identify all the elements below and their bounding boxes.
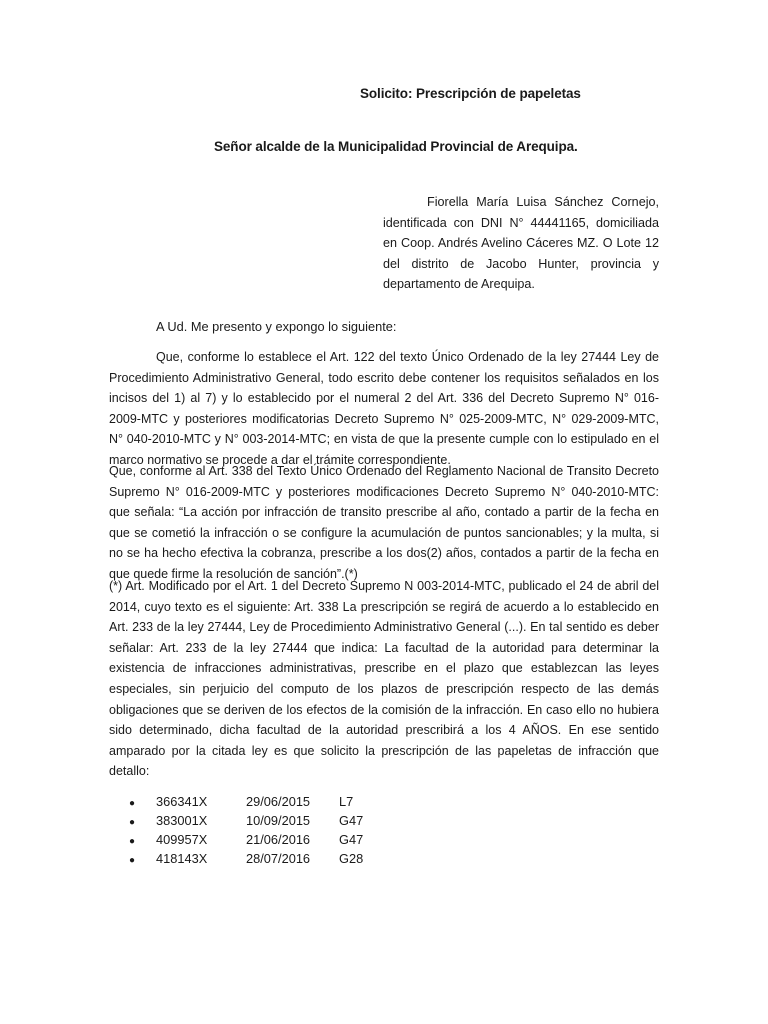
document-addressee: Señor alcalde de la Municipalidad Provincial de Arequipa.: [214, 139, 578, 154]
bullet-icon: ●: [129, 817, 136, 828]
ticket-number: 366341X: [156, 794, 208, 809]
paragraph-legal-basis: Que, conforme lo establece el Art. 122 del texto Único Ordenado de la ley 27444 Ley de Procedimiento Administrativo General, todo escrito debe contener los requisitos señalados en los incisos del 1) al 7) y lo establecido por el numeral 2 del Art. 336 del Decreto Supremo N° 016-2009-MTC y posteriores modificatorias Decreto Supremo N° 025-2009-MTC, N° 029-2009-MTC, N° 040-2010-MTC y N° 003-2014-MTC; en vista de que la presente cumple con lo estipulado en el marco normativo se procede a dar el trámite correspondiente.: [109, 350, 659, 467]
list-item: [129, 811, 363, 830]
ticket-date: 29/06/2015: [246, 794, 311, 809]
list-item: [129, 849, 363, 868]
ticket-date: 21/06/2016: [246, 832, 311, 847]
ticket-code: G47: [339, 832, 364, 847]
bullet-icon: ●: [129, 798, 136, 809]
ticket-date: 10/09/2015: [246, 813, 311, 828]
ticket-date: 28/07/2016: [246, 851, 311, 866]
ticket-number: 409957X: [156, 832, 208, 847]
list-item: [129, 830, 363, 849]
ticket-number: 383001X: [156, 813, 208, 828]
bullet-icon: ●: [129, 855, 136, 866]
bullet-icon: ●: [129, 836, 136, 847]
intro-line: A Ud. Me presento y expongo lo siguiente:: [156, 319, 397, 334]
paragraph-modification-note: (*) Art. Modificado por el Art. 1 del Decreto Supremo N 003-2014-MTC, publicado el 24 de abril del 2014, cuyo texto es el siguiente: Art. 338 La prescripción se regirá de acuerdo a lo establecido en Art. 233 de la ley 27444, Ley de Procedimiento Administrativo General (...). En tal sentido es deber señalar: Art. 233 de la ley 27444 que indica: La facultad de la autoridad para determinar la existencia de infracciones administrativas, prescribe en el plazo que establezcan las leyes especiales, sin perjuicio del computo de los plazos de prescripción respecto de las demás obligaciones que se deriven de los efectos de la comisión de la infracción. En caso ello no hubiera sido determinado, dicha facultad de la autoridad prescribirá a los 4 AÑOS. En ese sentido amparado por la citada ley es que solicito la prescripción de las papeletas de infracción que detallo:: [109, 579, 659, 779]
ticket-number: 418143X: [156, 851, 208, 866]
ticket-code: G28: [339, 851, 364, 866]
paragraph-article-338: Que, conforme al Art. 338 del Texto Único Ordenado del Reglamento Nacional de Transito Decreto Supremo N° 016-2009-MTC y posteriores modificaciones Decreto Supremo N° 040-2010-MTC: que señala: “La acción por infracción de transito prescribe al año, contado a partir de la fecha en que se cometió la infracción o se configure la acumulación de puntos sancionables; y la multa, si no se ha hecho efectiva la cobranza, prescribe a los dos(2) años, contados a partir de la fecha en que quede firme la resolución de sanción”.(*): [109, 464, 659, 581]
sender-text: Fiorella María Luisa Sánchez Cornejo, identificada con DNI N° 44441165, domiciliada en Coop. Andrés Avelino Cáceres MZ. O Lote 12 del distrito de Jacobo Hunter, provincia y departamento de Arequipa.: [383, 195, 659, 291]
ticket-code: G47: [339, 813, 364, 828]
ticket-list: [129, 792, 363, 868]
ticket-code: L7: [339, 794, 354, 809]
document-subject: Solicito: Prescripción de papeletas: [360, 86, 581, 101]
list-item: [129, 792, 363, 811]
sender-block: [383, 192, 659, 295]
